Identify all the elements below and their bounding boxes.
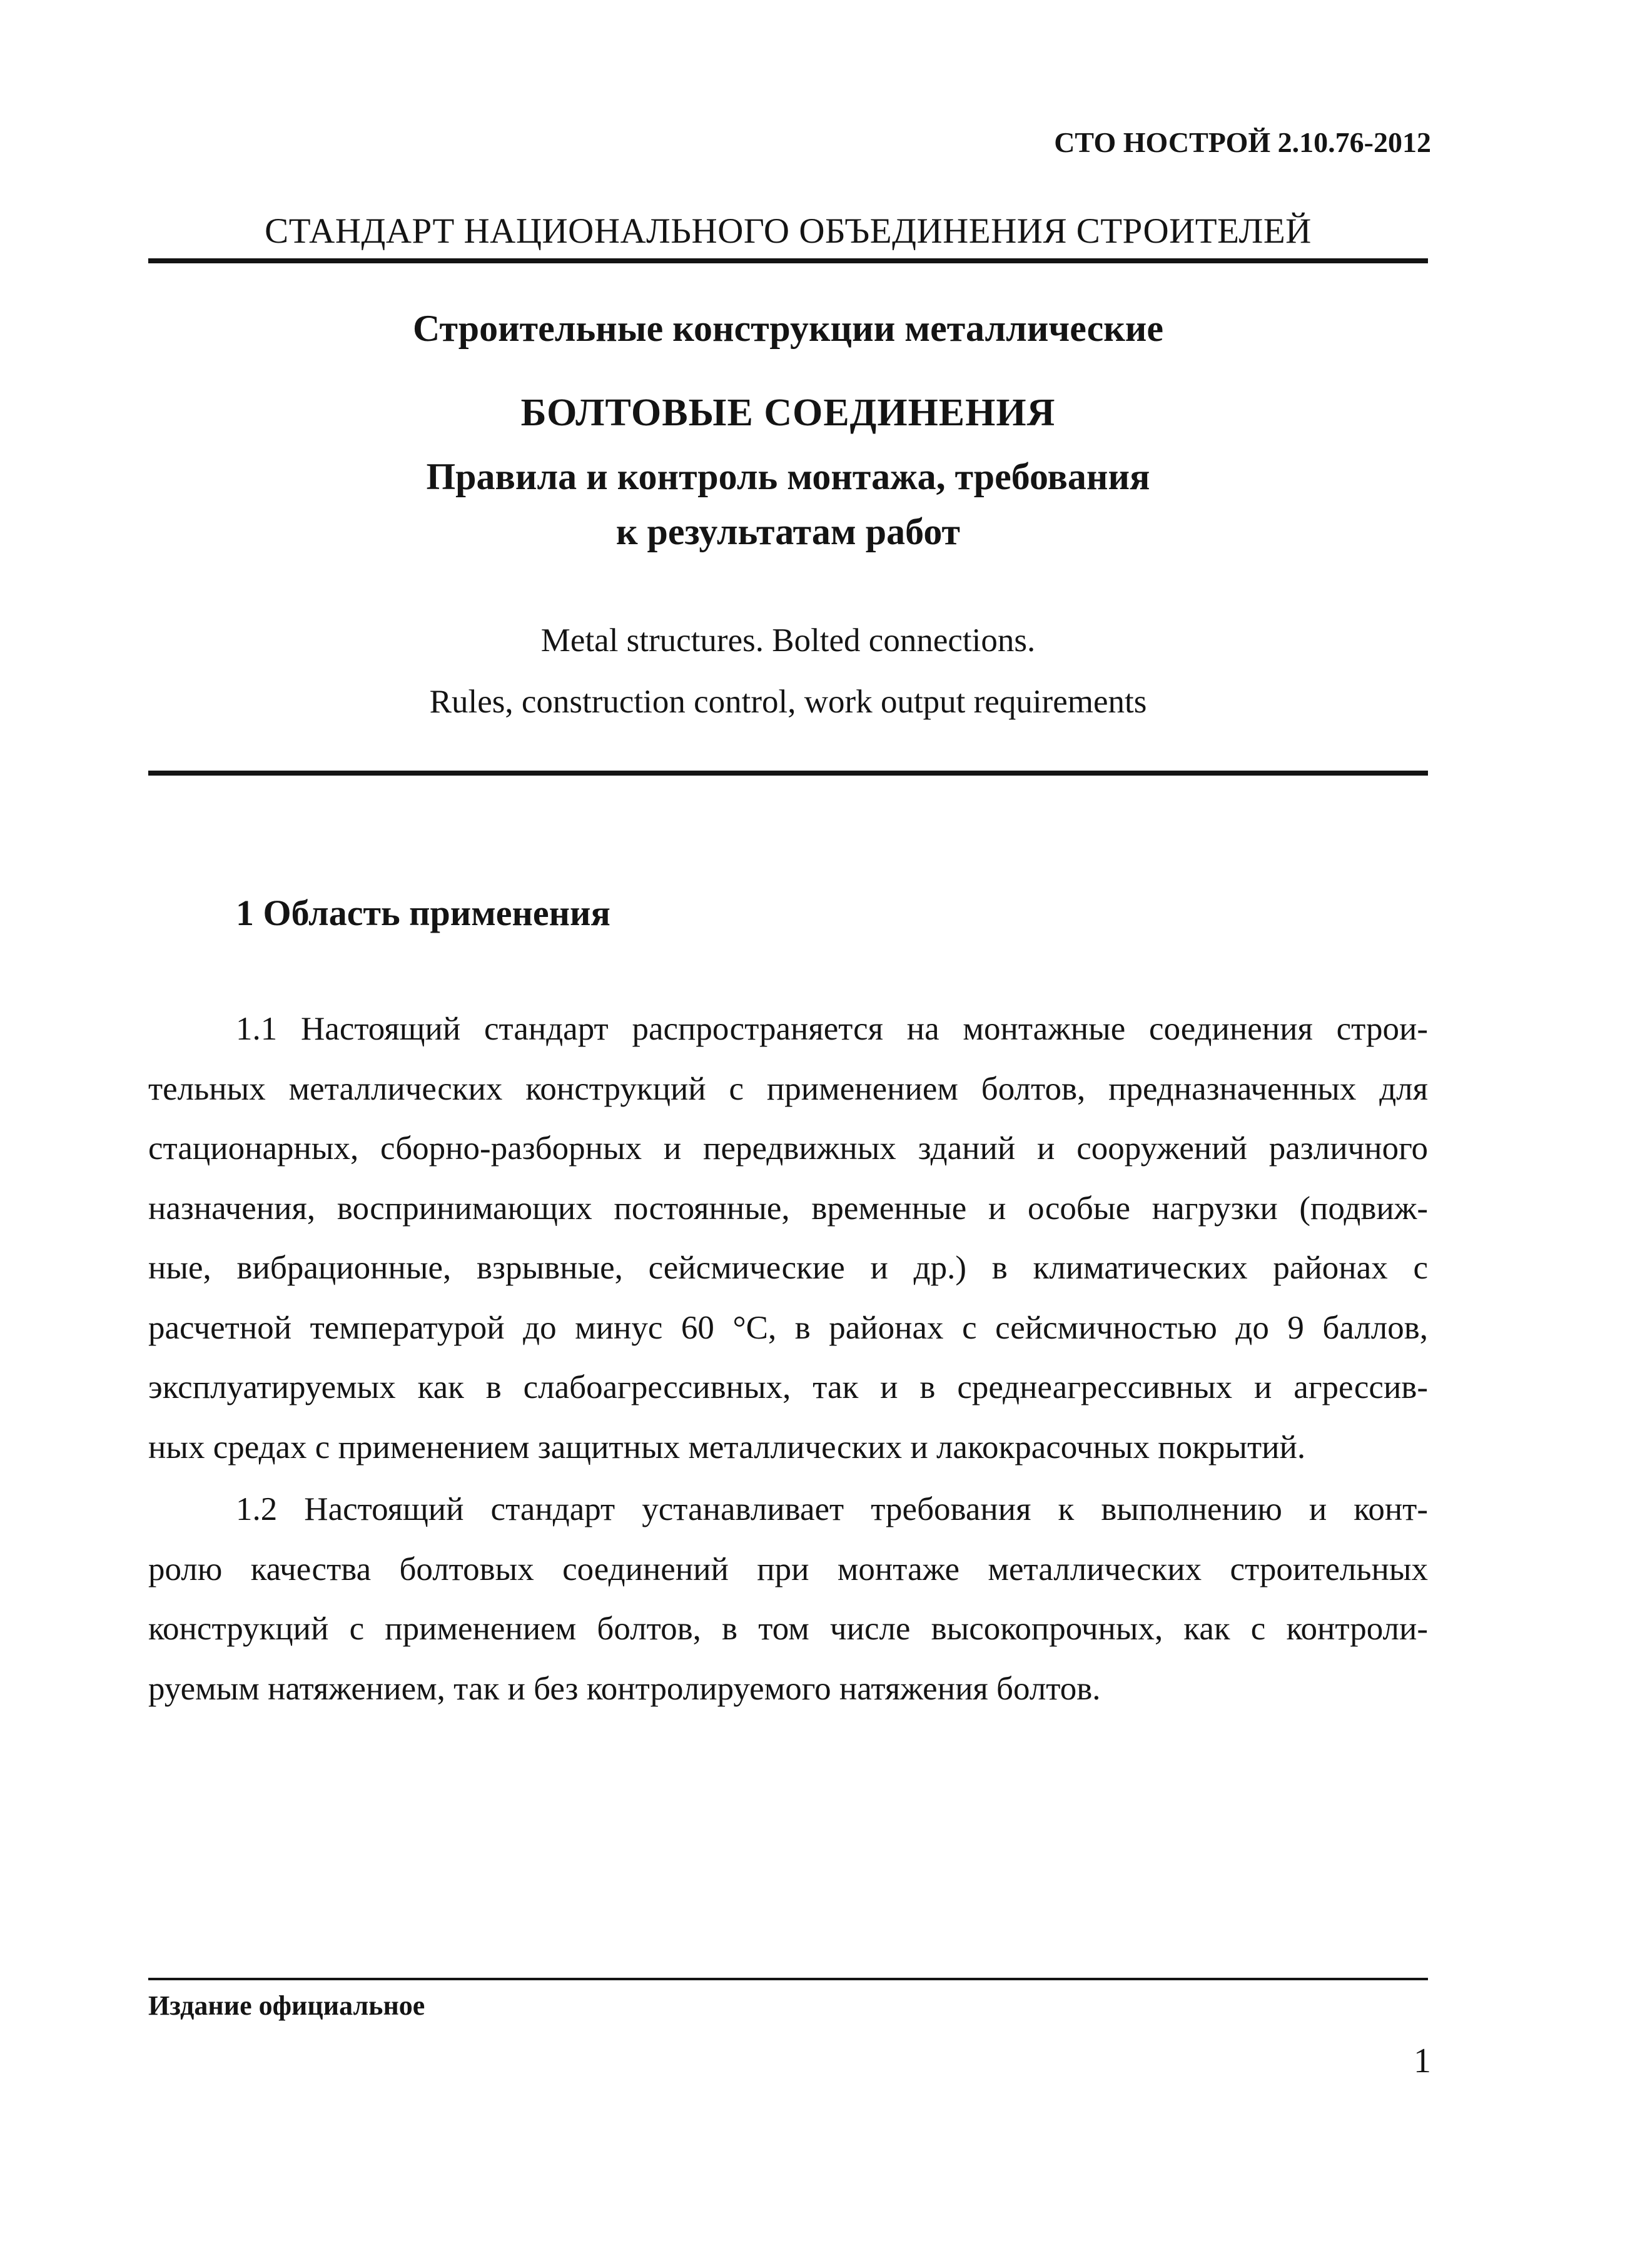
subtitle-line: Правила и контроль монтажа, требования (426, 456, 1150, 497)
title-bottom-divider (148, 771, 1428, 776)
paragraph-line: руемым натяжением, так и без контролируемого натяжения болтов. (148, 1670, 1101, 1707)
subtitle (148, 449, 1428, 559)
english-title-line: Metal structures. Bolted connections. (540, 622, 1036, 659)
paragraph-line: 1.2 Настоящий стандарт устанавливает требования к выполнению и конт- (236, 1491, 1428, 1527)
subject-title: Строительные конструкции металлические (413, 308, 1163, 349)
paragraph-line: ролю качества болтовых соединений при монтаже металлических строительных (148, 1551, 1428, 1587)
english-title-line: Rules, construction control, work output requirements (429, 684, 1147, 720)
top-divider (148, 258, 1428, 263)
subtitle-line: к результатам работ (615, 511, 961, 552)
paragraph-1-1 (148, 1000, 1428, 1477)
organization-title: СТАНДАРТ НАЦИОНАЛЬНОГО ОБЪЕДИНЕНИЯ СТРОИТЕЛЕЙ (265, 211, 1312, 251)
paragraph-line: ных средах с применением защитных металлических и лакокрасочных покрытий. (148, 1429, 1306, 1466)
paragraph-line: тельных металлических конструкций с применением болтов, предназначенных для (148, 1070, 1428, 1107)
main-title: БОЛТОВЫЕ СОЕДИНЕНИЯ (520, 392, 1056, 434)
document-code: СТО НОСТРОЙ 2.10.76-2012 (1054, 126, 1431, 158)
edition-label: Издание официальное (148, 1990, 425, 2021)
paragraph-line: 1.1 Настоящий стандарт распространяется на монтажные соединения строи- (236, 1011, 1428, 1047)
section-heading: 1 Область применения (236, 893, 610, 933)
paragraph-line: расчетной температурой до минус 60 °С, в районах с сейсмичностью до 9 баллов, (148, 1309, 1428, 1346)
page-number: 1 (1414, 2042, 1431, 2080)
paragraph-line: стационарных, сборно-разборных и передвижных зданий и сооружений различного (148, 1130, 1428, 1167)
paragraph-line: конструкций с применением болтов, в том числе высокопрочных, как с контроли- (148, 1611, 1428, 1647)
english-title (148, 610, 1428, 732)
paragraph-line: эксплуатируемых как в слабоагрессивных, так и в среднеагрессивных и агрессив- (148, 1369, 1428, 1405)
footer-divider (148, 1978, 1428, 1980)
paragraph-line: назначения, воспринимающих постоянные, временные и особые нагрузки (подвиж- (148, 1190, 1428, 1227)
paragraph-1-2 (148, 1480, 1428, 1719)
paragraph-line: ные, вибрационные, взрывные, сейсмические и др.) в климатических районах с (148, 1250, 1428, 1286)
